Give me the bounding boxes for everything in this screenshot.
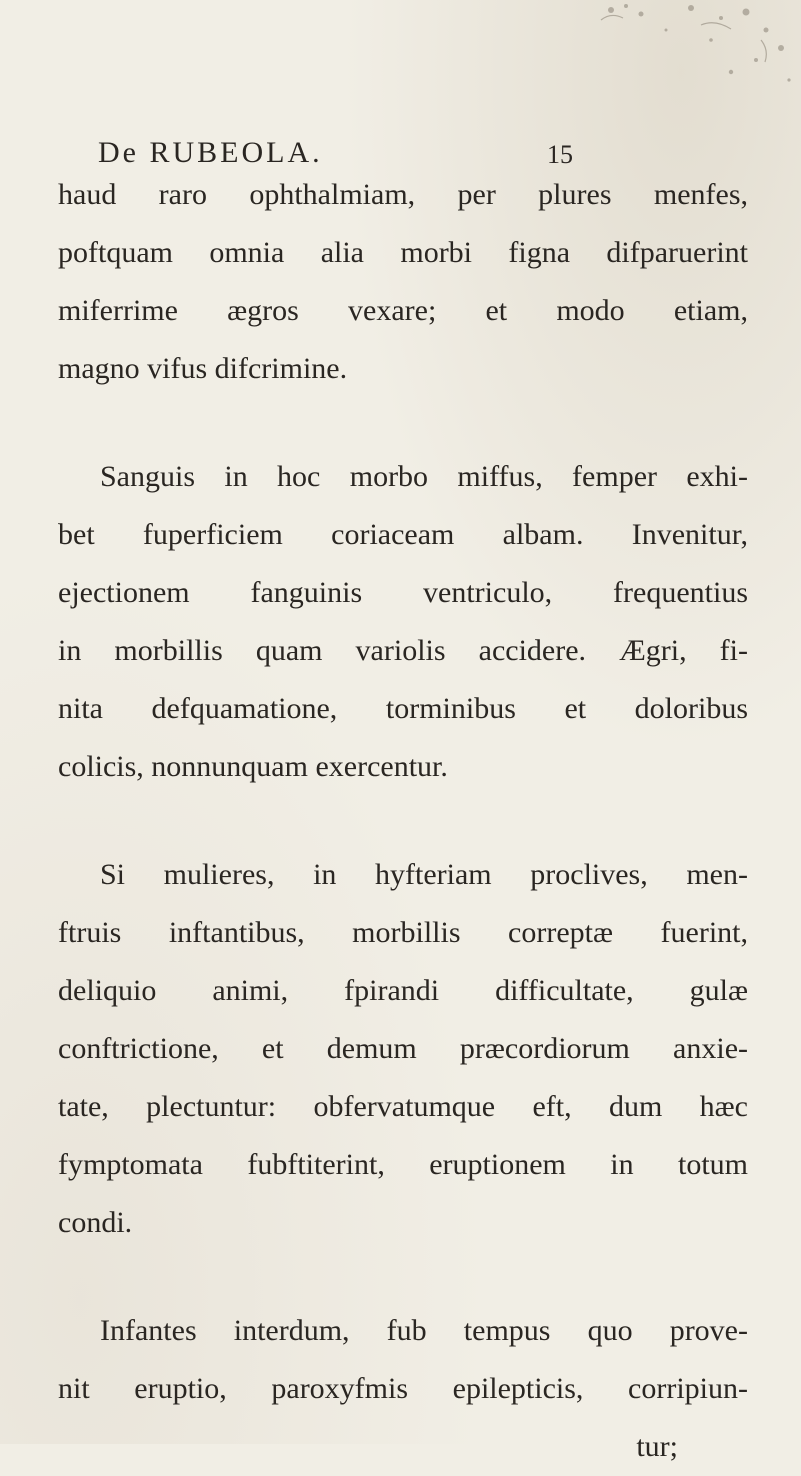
text-line: tate, plectuntur: obfervatumque eft, dum hæc [58, 1090, 748, 1123]
paragraph-gap [58, 796, 748, 846]
paragraph-4 [58, 1302, 748, 1418]
text-line: Infantes interdum, fub tempus quo prove- [100, 1314, 748, 1347]
text-line: magno vifus difcrimine. [58, 352, 348, 385]
paragraph-3 [58, 846, 748, 1252]
text-line: condi. [58, 1206, 133, 1239]
text-line: poftquam omnia alia morbi figna difparuerint [58, 236, 748, 269]
text-line: haud raro ophthalmiam, per plures menfes, [58, 178, 748, 211]
running-title: De RUBEOLA. [98, 136, 323, 169]
text-line: conftrictione, et demum præcordiorum anxie- [58, 1032, 748, 1065]
text-line: bet fuperficiem coriaceam albam. Invenitur, [58, 518, 748, 551]
text-line: fymptomata fubftiterint, eruptionem in totum [58, 1148, 748, 1181]
text-line: colicis, nonnunquam exercentur. [58, 750, 448, 783]
text-line: Sanguis in hoc morbo miffus, femper exhi- [100, 460, 748, 493]
paragraph-1 [58, 166, 748, 398]
ink-smudge-decoration [571, 0, 801, 110]
text-line: deliquio animi, fpirandi difficultate, gulæ [58, 974, 748, 1007]
body-text [58, 166, 748, 1476]
text-line: Si mulieres, in hyfteriam proclives, men- [100, 858, 748, 891]
paragraph-gap [58, 398, 748, 448]
text-line: ejectionem fanguinis ventriculo, frequentius [58, 576, 748, 609]
text-line: nit eruptio, paroxyfmis epilepticis, corripiun- [58, 1372, 748, 1405]
paragraph-2 [58, 448, 748, 796]
text-line: miferrime ægros vexare; et modo etiam, [58, 294, 748, 327]
page-number: 15 [547, 140, 573, 169]
catchword: tur; [636, 1430, 678, 1463]
text-line: ftruis inftantibus, morbillis correptæ fuerint, [58, 916, 748, 949]
paragraph-gap [58, 1252, 748, 1302]
text-line: nita defquamatione, torminibus et doloribus [58, 692, 748, 725]
text-line: in morbillis quam variolis accidere. Ægri, fi- [58, 634, 748, 667]
